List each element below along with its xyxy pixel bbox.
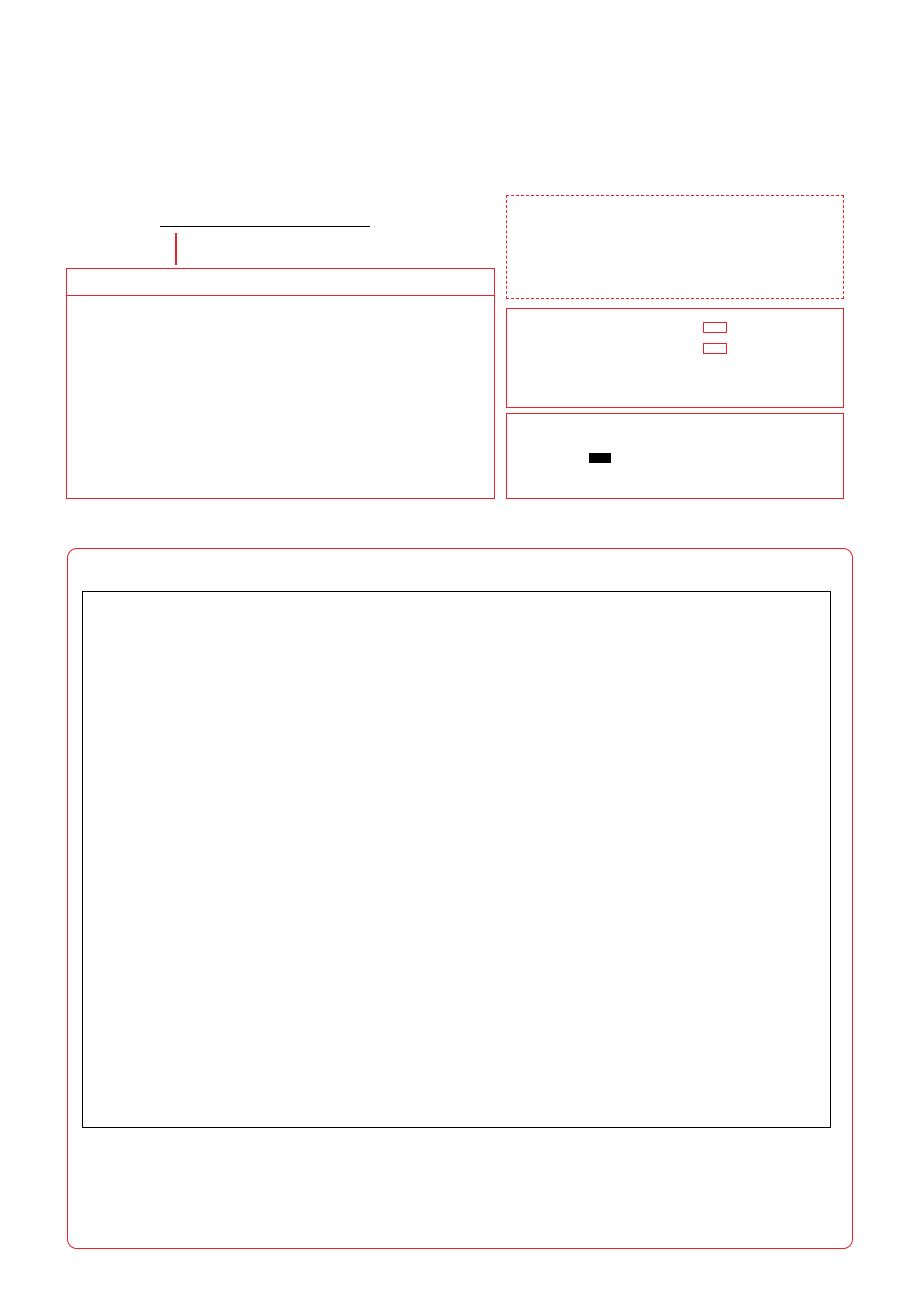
sample-box <box>506 413 844 499</box>
name-field[interactable] <box>160 226 370 227</box>
filled-sample-mark <box>589 453 611 463</box>
forbidden-box <box>506 308 844 408</box>
id-number-boxes[interactable] <box>175 233 177 265</box>
top-timing-marks <box>57 44 863 58</box>
notice-body <box>66 296 495 499</box>
choice-question-box <box>82 591 831 1128</box>
violation-checkbox[interactable] <box>703 343 727 354</box>
barcode-area <box>506 195 844 299</box>
notice-title <box>66 268 495 296</box>
absent-checkbox[interactable] <box>703 322 727 333</box>
